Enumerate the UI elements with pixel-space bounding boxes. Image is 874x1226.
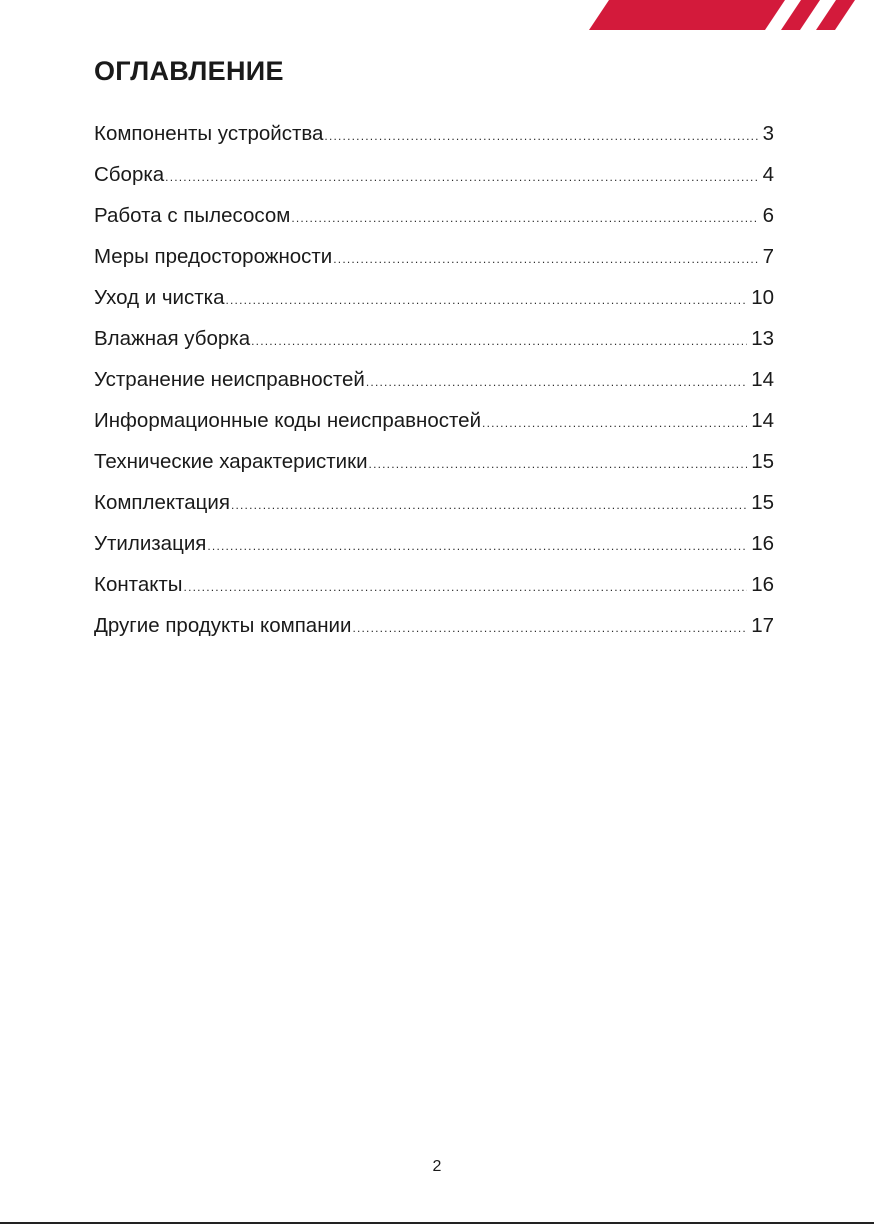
toc-entry[interactable]	[94, 283, 774, 324]
toc-entry-page: 10	[751, 286, 774, 309]
page-title: ОГЛАВЛЕНИЕ	[94, 56, 284, 86]
toc-entry[interactable]	[94, 365, 774, 406]
toc-entry-page: 15	[751, 491, 774, 514]
toc-entry[interactable]	[94, 406, 774, 447]
toc-entry[interactable]	[94, 242, 774, 283]
toc-entry-page: 4	[762, 163, 774, 186]
page-number: 2	[432, 1158, 442, 1175]
dot-leader	[291, 203, 758, 233]
toc-entry-page: 14	[751, 409, 774, 432]
toc-entry-page: 7	[762, 245, 774, 268]
toc-entry-page: 6	[762, 204, 774, 227]
toc-entry-label: Устранение неисправностей	[94, 368, 365, 391]
toc-entry-page: 16	[751, 532, 774, 555]
toc-entry-label: Контакты	[94, 573, 183, 596]
red-stripe-2	[816, 0, 855, 30]
toc-entry-label: Компоненты устройства	[94, 122, 324, 145]
dot-leader	[369, 449, 748, 479]
toc-entry-page: 3	[762, 122, 774, 145]
toc-entry[interactable]	[94, 529, 774, 570]
toc-entry[interactable]	[94, 488, 774, 529]
dot-leader	[225, 285, 747, 315]
toc-entry[interactable]	[94, 570, 774, 611]
toc-entry[interactable]	[94, 160, 774, 201]
dot-leader	[324, 121, 758, 151]
toc-entry[interactable]	[94, 447, 774, 488]
bottom-divider	[0, 1222, 874, 1224]
toc-entry[interactable]	[94, 201, 774, 242]
red-stripe-1	[781, 0, 820, 30]
toc-entry-label: Уход и чистка	[94, 286, 225, 309]
toc-entry-page: 15	[751, 450, 774, 473]
toc-entry-label: Информационные коды неисправностей	[94, 409, 482, 432]
dot-leader	[207, 531, 747, 561]
dot-leader	[251, 326, 747, 356]
toc-entry-label: Работа с пылесосом	[94, 204, 291, 227]
toc-entry-label: Сборка	[94, 163, 165, 186]
dot-leader	[184, 572, 748, 602]
toc-entry[interactable]	[94, 324, 774, 365]
toc-entry-label: Влажная уборка	[94, 327, 251, 350]
toc-entry-label: Другие продукты компании	[94, 614, 352, 637]
dot-leader	[366, 367, 747, 397]
dot-leader	[482, 408, 747, 438]
toc-entry-page: 16	[751, 573, 774, 596]
toc-entry-label: Комплектация	[94, 491, 230, 514]
dot-leader	[333, 244, 758, 274]
toc-entry[interactable]	[94, 611, 774, 652]
dot-leader	[165, 162, 758, 192]
toc-entry-label: Меры предосторожности	[94, 245, 333, 268]
table-of-contents	[94, 119, 774, 652]
toc-entry[interactable]	[94, 119, 774, 160]
toc-entry-page: 17	[751, 614, 774, 637]
toc-entry-page: 13	[751, 327, 774, 350]
dot-leader	[231, 490, 747, 520]
dot-leader	[352, 613, 747, 643]
toc-entry-label: Утилизация	[94, 532, 207, 555]
red-band	[589, 0, 785, 30]
toc-entry-label: Технические характеристики	[94, 450, 368, 473]
toc-entry-page: 14	[751, 368, 774, 391]
header-stripes-decoration	[484, 0, 874, 32]
